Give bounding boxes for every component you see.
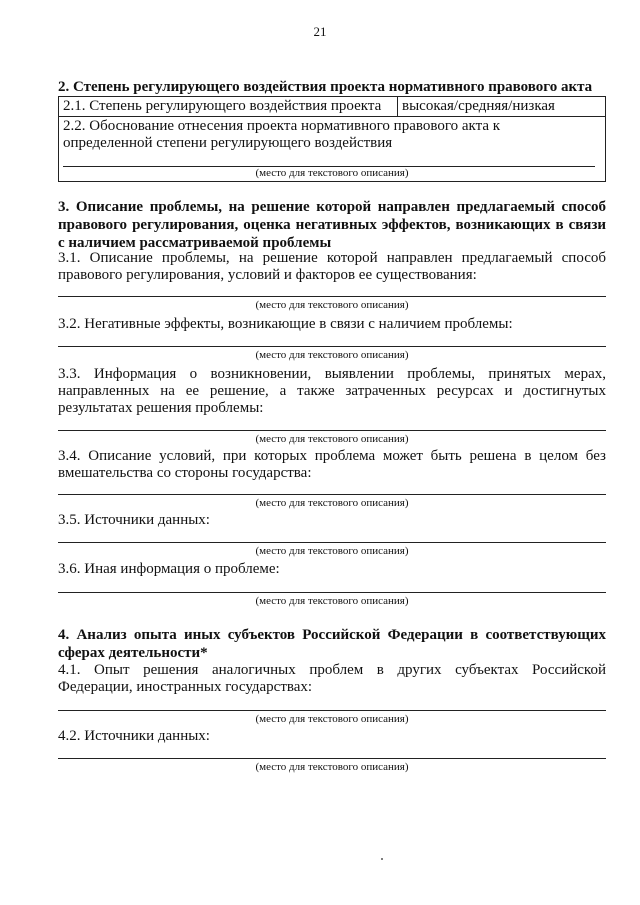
section-4-heading-line: сферах деятельности* (58, 645, 208, 661)
item-line: 3.4. Описание условий, при которых проблема может быть решена в целом без (58, 448, 606, 464)
placeholder-caption: (место для текстового описания) (255, 497, 409, 509)
section-3-heading-line: 3. Описание проблемы, на решение которой направлен предлагаемый способ (58, 199, 606, 215)
item-3-3 (58, 366, 606, 417)
item-line: направленных на ее решение, а также затраченных ресурсах и достигнутых (58, 383, 606, 399)
placeholder-caption: (место для текстового описания) (255, 713, 409, 725)
section-3-heading-line: с наличием рассматриваемой проблемы (58, 235, 332, 251)
section-3-heading (58, 198, 606, 252)
section-3-heading-line: правового регулирования, оценка негативных эффектов, возникающих в связи (58, 217, 606, 233)
page-number: 21 (313, 24, 327, 39)
text-entry-line (58, 542, 606, 543)
impact-degree-label: 2.1. Степень регулирующего воздействия проекта (59, 97, 398, 117)
placeholder-caption: (место для текстового описания) (255, 299, 409, 311)
placeholder-caption: (место для текстового описания) (255, 433, 409, 445)
section-4-heading-line: 4. Анализ опыта иных субъектов Российской Федерации в соответствующих (58, 627, 606, 643)
item-line: 3.1. Описание проблемы, на решение которой направлен предлагаемый способ (58, 250, 606, 266)
scan-speck (381, 858, 383, 860)
regulatory-impact-table (58, 96, 606, 182)
text-entry-line (58, 296, 606, 297)
section-4-heading (58, 626, 606, 662)
item-3-6: 3.6. Иная информация о проблеме: (58, 561, 280, 577)
placeholder-caption: (место для текстового описания) (255, 595, 409, 607)
text-entry-line (58, 494, 606, 495)
item-3-2: 3.2. Негативные эффекты, возникающие в связи с наличием проблемы: (58, 316, 513, 332)
item-line: правового регулирования, условий и факторов ее существования: (58, 267, 477, 283)
item-line: Федерации, иностранных государствах: (58, 679, 313, 695)
item-3-4 (58, 448, 606, 482)
placeholder-caption: (место для текстового описания) (255, 761, 409, 773)
item-line: 4.1. Опыт решения аналогичных проблем в других субъектах Российской (58, 662, 606, 678)
item-4-2: 4.2. Источники данных: (58, 728, 210, 744)
text-entry-line (58, 758, 606, 759)
placeholder-caption: (место для текстового описания) (255, 167, 409, 179)
text-entry-line (58, 710, 606, 711)
item-line: вмешательства со стороны государства: (58, 465, 312, 481)
impact-degree-value: высокая/средняя/низкая (398, 97, 606, 117)
item-3-1 (58, 250, 606, 284)
text-entry-line (58, 592, 606, 593)
impact-justification-text: 2.2. Обоснование отнесения проекта нормативного правового акта к определенной степени регулирующего воздействия (63, 118, 501, 151)
item-4-1 (58, 662, 606, 696)
text-entry-line (58, 430, 606, 431)
item-3-5: 3.5. Источники данных: (58, 512, 210, 528)
item-line: 3.3. Информация о возникновении, выявлении проблемы, принятых мерах, (58, 366, 606, 382)
item-line: результатах решения проблемы: (58, 400, 264, 416)
section-2-heading: 2. Степень регулирующего воздействия проекта нормативного правового акта (58, 79, 593, 95)
text-entry-line (58, 346, 606, 347)
placeholder-caption: (место для текстового описания) (255, 349, 409, 361)
impact-justification-cell (59, 117, 606, 182)
placeholder-caption: (место для текстового описания) (255, 545, 409, 557)
